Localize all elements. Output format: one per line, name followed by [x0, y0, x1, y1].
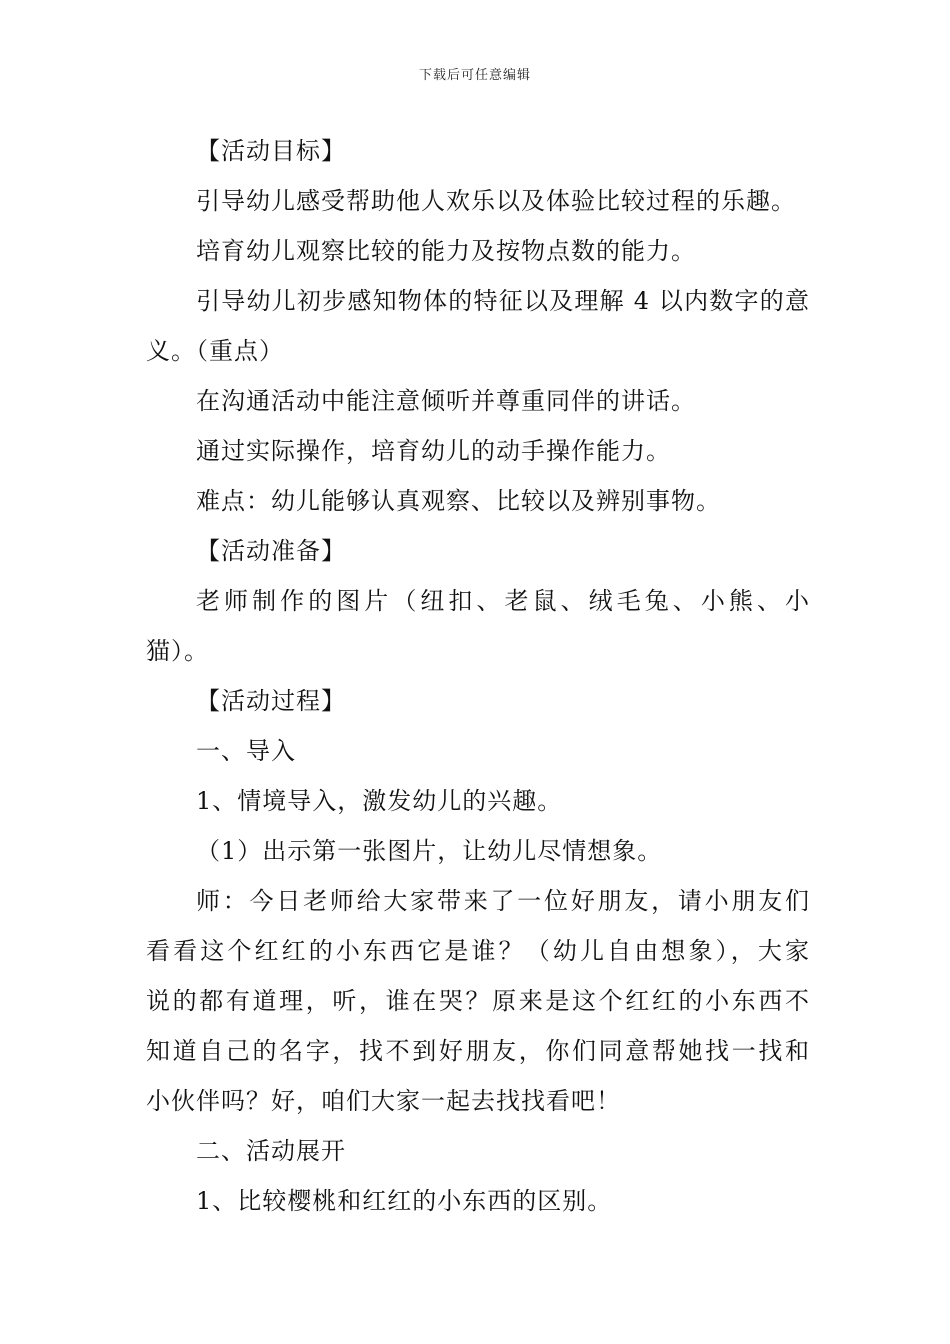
page-header-note: 下载后可任意编辑 [418, 68, 531, 83]
section-heading-goals: 【活动目标】 [196, 137, 346, 165]
process-substep: （1）出示第一张图片，让幼儿尽情想象。 [196, 837, 663, 865]
process-step: 1、情境导入，激发幼儿的兴趣。 [196, 787, 563, 815]
difficulty-line: 难点：幼儿能够认真观察、比较以及辨别事物。 [196, 487, 721, 515]
process-step: 1、比较樱桃和红红的小东西的区别。 [196, 1187, 613, 1215]
teacher-dialogue-line: 看看这个红红的小东西它是谁？（幼儿自由想象），大家 [146, 937, 810, 965]
goal-line: 在沟通活动中能注意倾听并尊重同伴的讲话。 [196, 387, 696, 415]
teacher-dialogue-line: 知道自己的名字，找不到好朋友，你们同意帮她找一找和 [146, 1037, 810, 1065]
goal-line: 引导幼儿感受帮助他人欢乐以及体验比较过程的乐趣。 [196, 187, 796, 215]
process-subheading: 二、活动展开 [196, 1137, 346, 1165]
prep-line: 猫）。 [146, 637, 209, 665]
teacher-dialogue-line: 说的都有道理，听，谁在哭？原来是这个红红的小东西不 [146, 987, 810, 1015]
document-body [146, 126, 810, 1226]
section-heading-prep: 【活动准备】 [196, 537, 346, 565]
goal-line: 培育幼儿观察比较的能力及按物点数的能力。 [196, 237, 696, 265]
goal-line: 通过实际操作，培育幼儿的动手操作能力。 [196, 437, 671, 465]
goal-line: 引导幼儿初步感知物体的特征以及理解 4 以内数字的意 [196, 287, 810, 315]
process-subheading: 一、导入 [196, 737, 296, 765]
teacher-dialogue-line: 师：今日老师给大家带来了一位好朋友，请小朋友们 [196, 887, 810, 915]
section-heading-process: 【活动过程】 [196, 687, 346, 715]
teacher-dialogue-line: 小伙伴吗？好，咱们大家一起去找找看吧！ [146, 1087, 621, 1115]
prep-line: 老师制作的图片（纽扣、老鼠、绒毛兔、小熊、小 [196, 587, 810, 615]
goal-line: 义。（重点） [146, 337, 284, 365]
